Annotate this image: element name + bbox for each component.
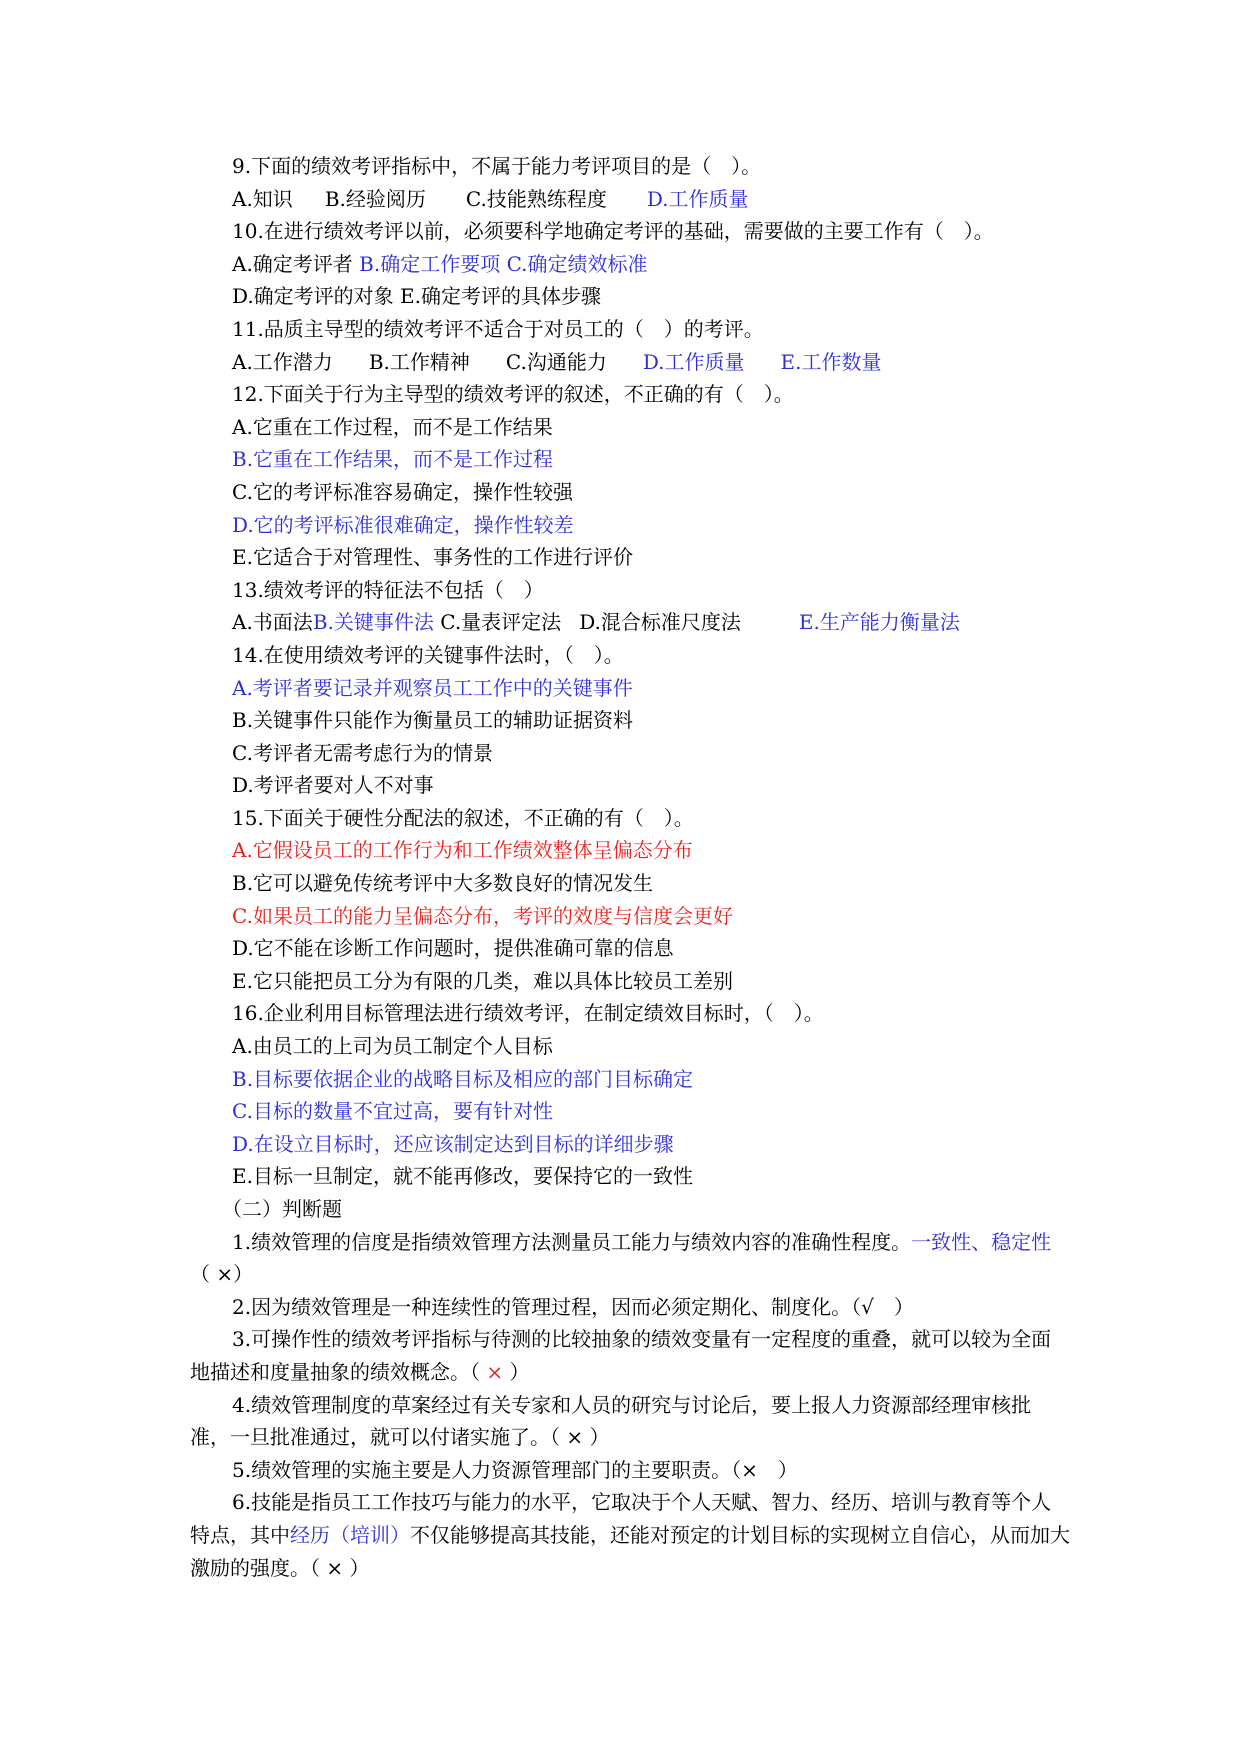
option-e: E.目标一旦制定，就不能再修改，要保持它的一致性: [232, 1164, 693, 1189]
question-10-options-1: [190, 248, 1070, 281]
option-a: A.工作潜力: [232, 349, 333, 374]
question-10-options-2: [190, 280, 1070, 313]
option-d: D.混合标准尺度法: [579, 610, 741, 635]
question-stem: 11.品质主导型的绩效考评不适合于对员工的（ ）的考评。: [232, 316, 764, 341]
question-11: [190, 313, 1070, 346]
option-b: B.关键事件只能作为衡量员工的辅助证据资料: [232, 708, 634, 733]
question-11-options: [190, 346, 1070, 379]
option-d: D.它不能在诊断工作问题时，提供准确可靠的信息: [232, 936, 674, 961]
option-d: D.确定考评的对象: [232, 284, 394, 309]
option-c: C.考评者无需考虑行为的情景: [232, 740, 493, 765]
option-d: D.考评者要对人不对事: [232, 773, 434, 798]
option-c-answer: C.确定绩效标准: [506, 251, 648, 276]
option-c-answer: C.目标的数量不宜过高，要有针对性: [232, 1099, 553, 1124]
option-e: E.确定考评的具体步骤: [400, 284, 602, 309]
option-b-answer: B.确定工作要项: [359, 251, 501, 276]
option-c: C.它的考评标准容易确定，操作性较强: [232, 479, 573, 504]
judgment-1: [190, 1226, 1070, 1291]
option-c-answer: C.如果员工的能力呈偏态分布，考评的效度与信度会更好: [232, 903, 733, 928]
option-d-answer: D.它的考评标准很难确定，操作性较差: [232, 512, 574, 537]
question-12: [190, 378, 1070, 411]
question-9: [190, 150, 1070, 183]
option-a: A.知识: [232, 186, 293, 211]
option-e: E.它适合于对管理性、事务性的工作进行评价: [232, 545, 633, 570]
option-a-answer: A.考评者要记录并观察员工工作中的关键事件: [232, 675, 633, 700]
judgment-mark: ×: [486, 1359, 504, 1384]
correction-note: 一致性、稳定性: [911, 1229, 1052, 1254]
judgment-text: 3.可操作性的绩效考评指标与待测的比较抽象的绩效变量有一定程度的重叠，就可以较为全面地描述和度量抽象的绩效概念。（: [190, 1327, 1052, 1384]
option-b-answer: B.目标要依据企业的战略目标及相应的部门目标确定: [232, 1066, 694, 1091]
option-e-answer: E.工作数量: [780, 349, 882, 374]
judgment-text: 6.技能是指员工工作技巧与能力的水平，它取决于个人天赋、智力、经历、培训与教育等个人特点，其中: [190, 1490, 1052, 1547]
option-d-answer: D.在设立目标时，还应该制定达到目标的详细步骤: [232, 1131, 674, 1156]
judgment-3: [190, 1323, 1070, 1388]
option-b-answer: B.它重在工作结果，而不是工作过程: [232, 447, 554, 472]
question-stem: 13.绩效考评的特征法不包括（ ）: [232, 577, 544, 602]
judgment-5: 5.绩效管理的实施主要是人力资源管理部门的主要职责。（× ）: [232, 1457, 798, 1482]
judgment-tail: ）: [509, 1359, 530, 1384]
judgment-text-cont: 不仅能够提高其技能，还能对预定的计划目标的实现树立自信心，从而加大激励的强度。（ × ）: [190, 1522, 1070, 1580]
option-a: A.书面法: [232, 610, 313, 635]
question-13-options: [190, 606, 1070, 639]
option-d-answer: D.工作质量: [646, 186, 749, 211]
option-a: A.由员工的上司为员工制定个人目标: [232, 1034, 553, 1059]
judgment-2: 2.因为绩效管理是一种连续性的管理过程，因而必须定期化、制度化。（√ ）: [232, 1294, 914, 1319]
option-c: C.技能熟练程度: [465, 186, 607, 211]
question-stem: 16.企业利用目标管理法进行绩效考评，在制定绩效目标时，（ ）。: [232, 1001, 824, 1026]
judgment-text: 1.绩效管理的信度是指绩效管理方法测量员工能力与绩效内容的准确性程度。: [232, 1229, 912, 1254]
question-stem: 9.下面的绩效考评指标中，不属于能力考评项目的是（ ）。: [232, 154, 762, 178]
option-b: B.经验阅历: [324, 186, 426, 211]
option-a: A.确定考评者: [232, 251, 353, 276]
option-b: B.它可以避免传统考评中大多数良好的情况发生: [232, 871, 654, 896]
document-page: [190, 150, 1070, 1584]
judgment-6: [190, 1486, 1070, 1584]
option-d-answer: D.工作质量: [642, 349, 745, 374]
option-e: E.它只能把员工分为有限的几类，难以具体比较员工差别: [232, 968, 733, 993]
question-stem: 14.在使用绩效考评的关键事件法时，（ ）。: [232, 642, 624, 667]
judgment-4: 4.绩效管理制度的草案经过有关专家和人员的研究与讨论后，要上报人力资源部经理审核批准，一旦批准通过，就可以付诸实施了。（ × ）: [190, 1392, 1032, 1450]
option-c: C.量表评定法: [440, 610, 562, 635]
option-a: A.它重在工作过程，而不是工作结果: [232, 414, 553, 439]
question-9-options: [190, 183, 1070, 216]
option-c: C.沟通能力: [505, 349, 607, 374]
section-heading: （二）判断题: [222, 1197, 342, 1221]
correction-note: 经历（培训）: [290, 1522, 410, 1547]
option-b: B.工作精神: [368, 349, 470, 374]
question-14: [190, 639, 1070, 672]
question-stem: 15.下面关于硬性分配法的叙述，不正确的有（ ）。: [232, 805, 694, 830]
question-10: [190, 215, 1070, 248]
question-16: [190, 997, 1070, 1030]
question-15: [190, 802, 1070, 835]
option-a-answer: A.它假设员工的工作行为和工作绩效整体呈偏态分布: [232, 838, 693, 863]
option-e-answer: E.生产能力衡量法: [798, 610, 960, 635]
question-stem: 12.下面关于行为主导型的绩效考评的叙述，不正确的有（ ）。: [232, 382, 794, 407]
question-stem: 10.在进行绩效考评以前，必须要科学地确定考评的基础，需要做的主要工作有（ ）。: [232, 219, 994, 244]
judgment-answer: （ ×）: [190, 1262, 254, 1287]
option-b-answer: B.关键事件法: [312, 610, 434, 635]
question-13: [190, 574, 1070, 607]
